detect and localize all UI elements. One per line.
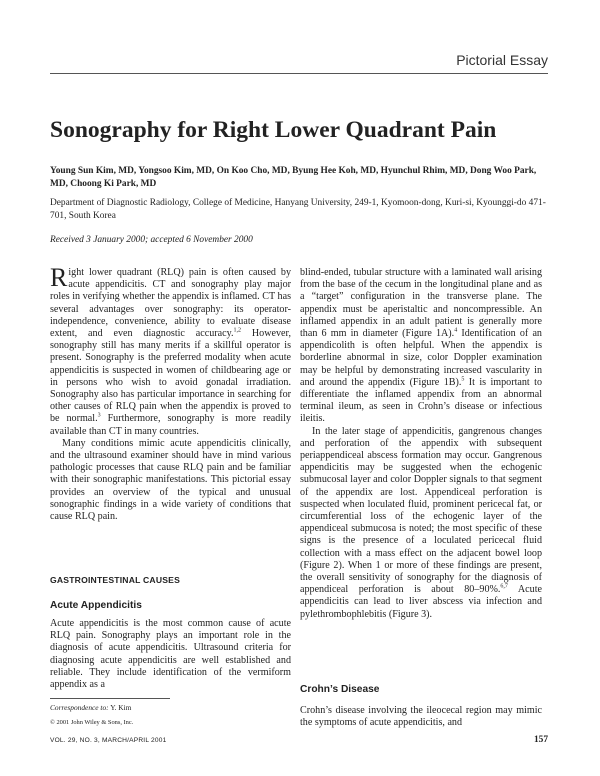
section-label: Pictorial Essay bbox=[456, 52, 548, 68]
subheading-acute-appendicitis: Acute Appendicitis bbox=[50, 600, 142, 611]
right-text-d: In the later stage of appendicitis, gangrenous changes and perforation of the appendix with subsequent periappendiceal abscess formation may occur. Gangrenous appendicitis may be suggested when the echogenic submucosal layer and color Doppler signals to that segment of the appendix are lost. Appendiceal perforation is suspected when loculated fluid, prominent pericecal fat, or circumferential loss of the echogenic layer of the appendiceal submucosa is noted; the most specific of these signs is the presence of a loculated pericecal fluid collection with a mass effect on the adjacent bowel loop (Figure 2). When 1 or more of these findings are present, the overall sensitivity of sonography for the diagnosis of appendiceal perforation is about 80–90%. bbox=[300, 425, 542, 596]
citation-sup: 5 bbox=[461, 376, 465, 383]
citation-sup: 6,7 bbox=[500, 583, 508, 590]
page-number: 157 bbox=[533, 735, 548, 745]
correspondence-label: Correspondence to: bbox=[50, 703, 109, 712]
journal-issue: VOL. 29, NO. 3, MARCH/APRIL 2001 bbox=[50, 737, 167, 744]
affiliation: Department of Diagnostic Radiology, College of Medicine, Hanyang University, 249-1, Kyomoon-dong, Kuri-si, Kyounggi-do 471-701, South Korea bbox=[50, 198, 546, 221]
received-dates: Received 3 January 2000; accepted 6 November 2000 bbox=[50, 235, 253, 245]
intro-text-b: However, sonography still has many merits if a skillful operator is present. Sonography is the preferred modality when acute appendicitis is suspected in women of childbearing age or in persons who wish to avoid gonadal irradiation. Sonography also has particular importance in searching for other causes of RLQ pain when the appendix is proved to be normal. bbox=[50, 328, 291, 425]
author-list: Young Sun Kim, MD, Yongsoo Kim, MD, On Koo Cho, MD, Byung Hee Koh, MD, Hyunchul Rhim, MD, Dong Woo Park, MD, Choong Ki Park, MD bbox=[50, 166, 537, 189]
correspondence-name: Y. Kim bbox=[108, 703, 132, 712]
subheading-crohns-disease: Crohn’s Disease bbox=[300, 684, 380, 695]
crohns-column bbox=[300, 705, 542, 729]
right-paragraph-2 bbox=[300, 426, 542, 621]
header-rule bbox=[50, 73, 548, 74]
section-heading-gi: GASTROINTESTINAL CAUSES bbox=[50, 575, 181, 585]
crohn-paragraph-1: Crohn’s disease involving the ileocecal region may mimic the symptoms of acute appendicitis, and bbox=[300, 705, 542, 729]
drop-cap: R bbox=[50, 263, 68, 292]
intro-text-c: Furthermore, sonography is more readily available than CT in many countries. bbox=[50, 413, 291, 437]
intro-text-a: ight lower quadrant (RLQ) pain is often caused by acute appendicitis. CT and sonography play major roles in verifying whether the appendix is inflamed. CT has several advantages over sonography: its operator-independence, convenience, ability to evaluate disease extent, and even diagnostic accuracy. bbox=[50, 267, 291, 340]
article-title: Sonography for Right Lower Quadrant Pain bbox=[50, 117, 497, 143]
right-paragraph-1 bbox=[300, 267, 542, 426]
right-text-e: Acute appendicitis can lead to liver abscess via infection and pylethrombophlebitis (Figure 3). bbox=[300, 584, 542, 620]
right-text-b: Identification of an appendicolith is often helpful. When the appendix is borderline abnormal in size, color Doppler examination may be helpful by demonstrating increased vascularity in and around the appendix (Figure 1B). bbox=[300, 328, 542, 388]
correspondence-note bbox=[50, 703, 131, 712]
acute-paragraph-1: Acute appendicitis is the most common cause of acute RLQ pain. Sonography plays an important role in the diagnosis of acute appendicitis. Ultrasound criteria for diagnosing acute appendicitis are well established and reliable. They include identification of the vermiform appendix as a bbox=[50, 618, 291, 691]
copyright-line: © 2001 John Wiley & Sons, Inc. bbox=[50, 719, 134, 726]
intro-paragraph-1 bbox=[50, 263, 291, 438]
acute-appendicitis-column bbox=[50, 618, 291, 691]
right-text-a: blind-ended, tubular structure with a laminated wall arising from the base of the cecum in the longitudinal plane and as a “target” configuration in the transverse plane. The appendix must be aperistaltic and noncompressible. An inflamed appendix in an adult patient is generally more than 6 mm in diameter (Figure 1A). bbox=[300, 267, 542, 340]
citation-sup: 3 bbox=[97, 413, 101, 420]
citation-sup: 4 bbox=[454, 327, 458, 334]
citation-sup: 1,2 bbox=[233, 327, 242, 334]
right-column bbox=[300, 267, 542, 621]
intro-paragraph-2: Many conditions mimic acute appendicitis clinically, and the ultrasound examiner should have in mind various pathologic processes that cause RLQ pain and be familiar with their sonographic manifestations. This pictorial essay provides an overview of the typical and unusual sonographic findings in a wide variety of conditions that cause RLQ pain. bbox=[50, 437, 291, 523]
right-text-c: It is important to differentiate the inflamed appendix from an abnormal terminal ileum, as seen in Crohn’s disease or infectious ileitis. bbox=[300, 376, 542, 425]
footnote-rule bbox=[50, 698, 170, 699]
